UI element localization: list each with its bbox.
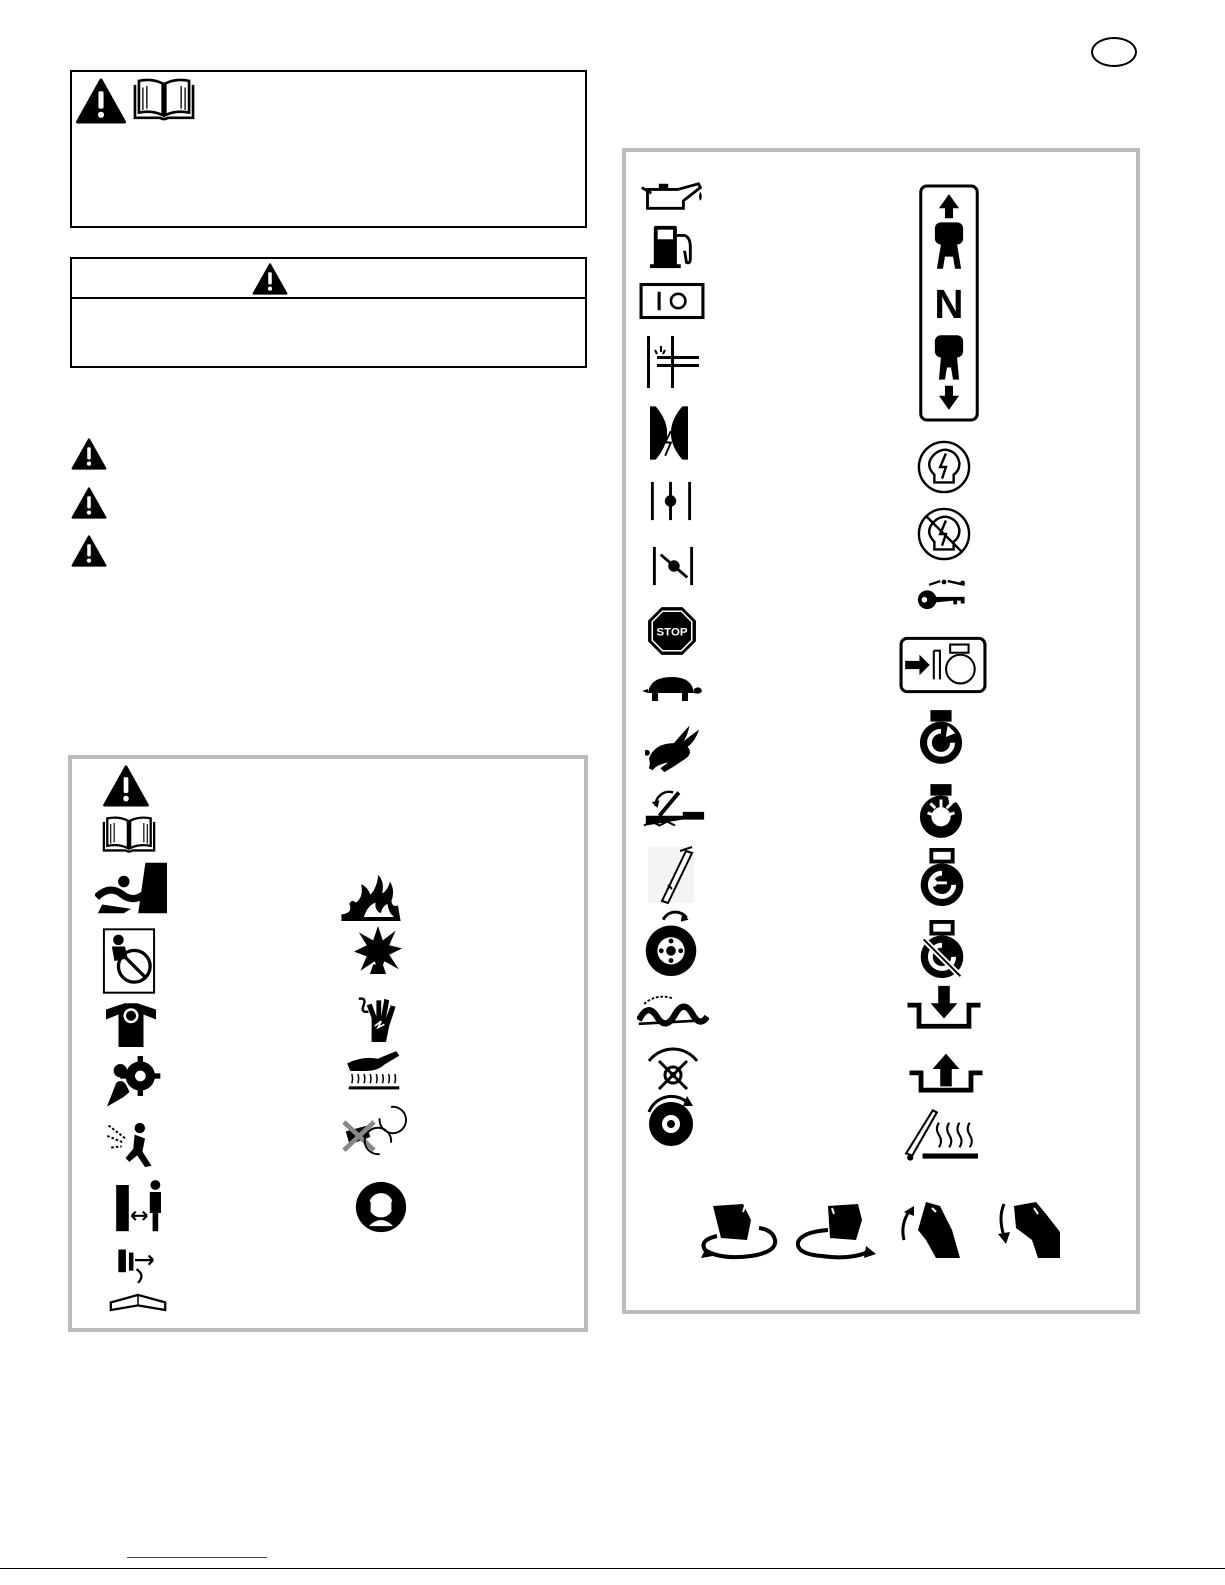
neutral-label: N: [934, 281, 964, 328]
chute-rotate-left-icon: [697, 1200, 783, 1260]
warning-triangle-icon: [101, 765, 151, 807]
footer-rule: [0, 1568, 1225, 1569]
no-hands-rotating-icon: [342, 1104, 408, 1172]
warning-triangle-icon: [252, 263, 288, 295]
warning-triangle-icon: [71, 535, 107, 567]
hot-surface-icon: [346, 1048, 402, 1094]
electric-start-icon: [917, 782, 965, 840]
thrown-objects-icon: [101, 928, 157, 994]
key-switch-icon: [916, 579, 972, 613]
recoil-start-icon: [917, 848, 967, 910]
explosion-icon: [354, 925, 402, 975]
choke-icon: [640, 334, 702, 390]
ignition-off-icon: [649, 545, 697, 587]
fire-hazard-icon: [340, 875, 402, 921]
gear-entanglement-icon: [103, 1052, 163, 1108]
clean-out-tool-icon: [107, 1245, 169, 1313]
speed-dial-icon: [645, 1043, 701, 1093]
footer-link-underline[interactable]: [127, 1557, 267, 1558]
language-badge: [1091, 37, 1137, 67]
chute-deflector-icon: [646, 845, 696, 905]
heated-handle-icon: [902, 1106, 980, 1164]
warning-triangle-icon: [71, 438, 107, 470]
light-off-icon: [917, 507, 971, 561]
forward-neutral-reverse-icon: [918, 184, 980, 422]
fast-rabbit-icon: [645, 723, 703, 773]
chute-rotation-icon: [643, 1092, 699, 1148]
on-off-switch-icon: [639, 282, 705, 320]
fuel-pump-icon: [650, 222, 698, 270]
warning-box-divider: [70, 297, 587, 299]
auger-icon: [637, 995, 709, 1031]
light-on-icon: [917, 440, 971, 494]
thrown-debris-icon: [106, 1118, 158, 1172]
keep-distance-icon: [109, 1178, 171, 1234]
slow-turtle-icon: [642, 672, 702, 704]
starter-icon: [917, 708, 965, 766]
chute-tilt-up-icon: [896, 1200, 962, 1260]
stop-label: STOP: [656, 626, 688, 639]
warning-triangle-icon: [71, 487, 107, 519]
warning-box: [70, 257, 587, 368]
oil-can-icon: [638, 180, 708, 214]
read-manual-icon: [95, 815, 163, 855]
chute-tilt-down-icon: [994, 1200, 1064, 1260]
warning-triangle-icon: [75, 78, 127, 124]
auger-clutch-icon: [640, 786, 708, 830]
ear-protection-icon: [355, 1181, 407, 1233]
chute-up-icon: [906, 1046, 986, 1094]
primer-icon: [899, 636, 987, 694]
electric-shock-icon: [354, 993, 402, 1043]
chute-rotate-right-icon: [792, 1200, 878, 1260]
ignition-on-icon: [647, 480, 695, 522]
auger-entanglement-icon: [95, 862, 167, 914]
stop-icon: [646, 605, 698, 657]
read-manual-icon: [131, 76, 197, 124]
throttle-icon: [650, 404, 688, 462]
no-recoil-icon: [917, 920, 967, 982]
wheel-drive-icon: [643, 910, 699, 978]
impeller-hazard-icon: [104, 997, 158, 1047]
chute-down-icon: [904, 984, 984, 1032]
